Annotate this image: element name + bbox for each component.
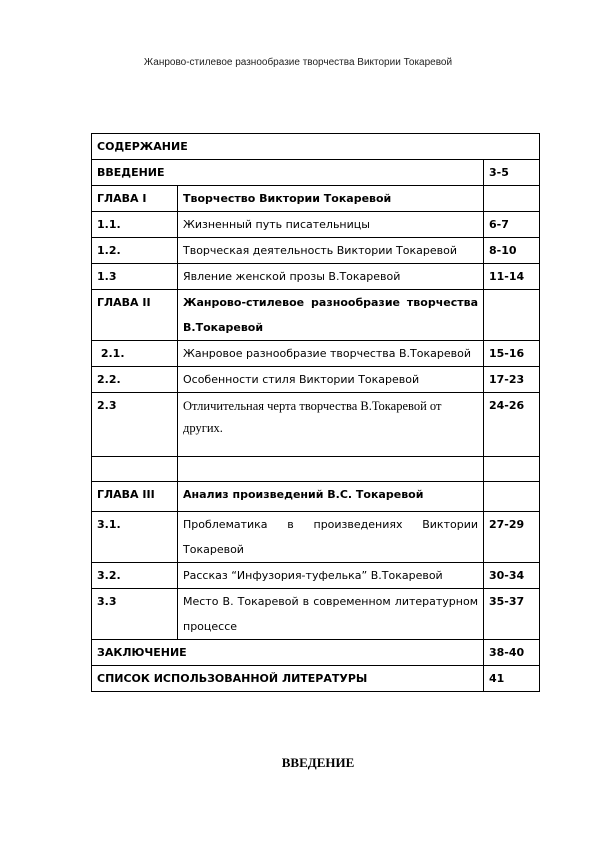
toc-row — [92, 160, 540, 186]
toc-section-number: 3.1. — [92, 512, 178, 563]
toc-section-title: Творческая деятельность Виктории Токаревой — [178, 238, 484, 264]
toc-section-title: Рассказ “Инфузория-туфелька” В.Токаревой — [178, 563, 484, 589]
toc-empty-cell — [178, 457, 484, 482]
table-of-contents — [91, 133, 540, 692]
toc-title-row — [92, 134, 540, 160]
toc-row — [92, 264, 540, 290]
toc-pages: 15-16 — [484, 341, 540, 367]
toc-section-title: Место В. Токаревой в современном литературном процессе — [178, 589, 484, 640]
toc-chapter-row — [92, 482, 540, 512]
toc-section-number: 2.2. — [92, 367, 178, 393]
toc-row — [92, 512, 540, 563]
toc-section-number: 3.3 — [92, 589, 178, 640]
toc-row — [92, 393, 540, 457]
toc-pages: 17-23 — [484, 367, 540, 393]
toc-empty-cell — [92, 457, 178, 482]
toc-pages: 24-26 — [484, 393, 540, 457]
toc-pages: 11-14 — [484, 264, 540, 290]
toc-chapter-row — [92, 290, 540, 341]
toc-chapter-number: ГЛАВА III — [92, 482, 178, 512]
toc-chapter-number: ГЛАВА II — [92, 290, 178, 341]
toc-chapter-number: ГЛАВА I — [92, 186, 178, 212]
toc-introduction-label: ВВЕДЕНИЕ — [92, 160, 484, 186]
toc-section-title: Жизненный путь писательницы — [178, 212, 484, 238]
toc-chapter-row — [92, 186, 540, 212]
toc-section-number: 1.1. — [92, 212, 178, 238]
toc-row — [92, 666, 540, 692]
toc-row — [92, 640, 540, 666]
toc-pages: 41 — [484, 666, 540, 692]
toc-chapter-title: Творчество Виктории Токаревой — [178, 186, 484, 212]
toc-row — [92, 238, 540, 264]
toc-title: СОДЕРЖАНИЕ — [92, 134, 540, 160]
toc-section-title: Отличительная черта творчества В.Токаревой от других. — [178, 393, 484, 457]
toc-pages — [484, 290, 540, 341]
toc-pages: 8-10 — [484, 238, 540, 264]
toc-row — [92, 563, 540, 589]
toc-section-number: 1.2. — [92, 238, 178, 264]
toc-empty-cell — [484, 457, 540, 482]
toc-row — [92, 212, 540, 238]
toc-pages: 27-29 — [484, 512, 540, 563]
toc-pages: 30-34 — [484, 563, 540, 589]
toc-empty-row — [92, 457, 540, 482]
toc-section-number: 3.2. — [92, 563, 178, 589]
toc-section-title: Особенности стиля Виктории Токаревой — [178, 367, 484, 393]
toc-section-number: 1.3 — [92, 264, 178, 290]
toc-section-title: Проблематика в произведениях Виктории Токаревой — [178, 512, 484, 563]
toc-section-title: Жанровое разнообразие творчества В.Токаревой — [178, 341, 484, 367]
toc-bibliography-label: СПИСОК ИСПОЛЬЗОВАННОЙ ЛИТЕРАТУРЫ — [92, 666, 484, 692]
toc-chapter-title: Анализ произведений В.С. Токаревой — [178, 482, 484, 512]
toc-pages: 6-7 — [484, 212, 540, 238]
toc-chapter-title: Жанрово-стилевое разнообразие творчества В.Токаревой — [178, 290, 484, 341]
toc-pages: 35-37 — [484, 589, 540, 640]
toc-section-number: 2.1. — [92, 341, 178, 367]
section-heading: ВВЕДЕНИЕ — [281, 755, 355, 770]
toc-row — [92, 589, 540, 640]
toc-pages: 3-5 — [484, 160, 540, 186]
toc-conclusion-label: ЗАКЛЮЧЕНИЕ — [92, 640, 484, 666]
toc-section-title: Явление женской прозы В.Токаревой — [178, 264, 484, 290]
page-header: Жанрово-стилевое разнообразие творчества Виктории Токаревой — [143, 57, 453, 68]
toc-row — [92, 341, 540, 367]
toc-section-number: 2.3 — [92, 393, 178, 457]
toc-pages: 38-40 — [484, 640, 540, 666]
toc-pages — [484, 186, 540, 212]
toc-pages — [484, 482, 540, 512]
toc-row — [92, 367, 540, 393]
